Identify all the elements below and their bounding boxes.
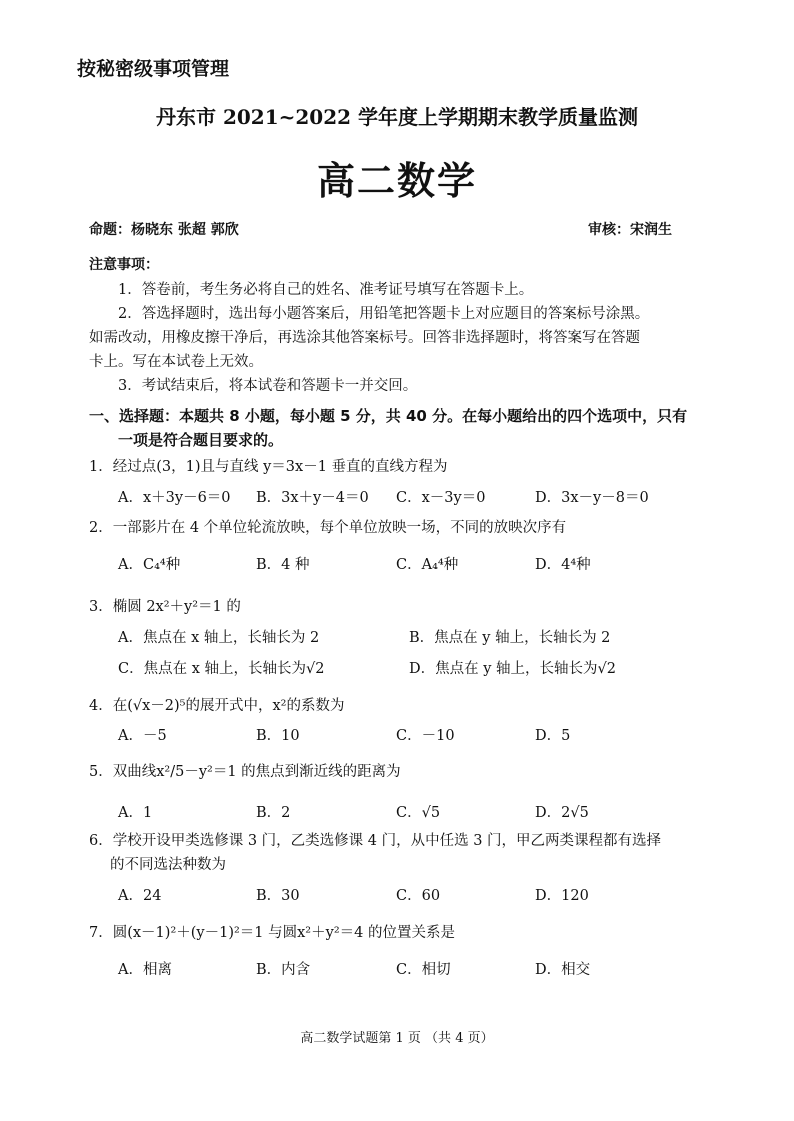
question-1-stem: 1．经过点(3，1)且与直线 y＝3x－1 垂直的直线方程为 <box>89 459 448 475</box>
note-2c: 卡上。写在本试卷上无效。 <box>89 354 263 370</box>
authors: 命题：杨晓东 张超 郭欣 <box>89 222 239 238</box>
q2-option-b: B．4 种 <box>256 557 310 573</box>
q4-option-d: D．5 <box>535 728 571 744</box>
question-2-stem: 2．一部影片在 4 个单位轮流放映，每个单位放映一场，不同的放映次序有 <box>89 520 567 536</box>
note-3: 3．考试结束后，将本试卷和答题卡一并交回。 <box>118 378 418 394</box>
question-3-stem: 3．椭圆 2x²＋y²＝1 的 <box>89 599 241 615</box>
q1-option-c: C．x－3y＝0 <box>396 490 486 506</box>
subject-title: 高二数学 <box>316 159 477 203</box>
q2-option-c: C．A₄⁴种 <box>396 557 459 573</box>
q4-option-c: C．－10 <box>396 728 455 744</box>
reviewer: 审核：宋润生 <box>588 222 672 238</box>
note-1: 1．答卷前，考生务必将自己的姓名、准考证号填写在答题卡上。 <box>118 282 534 298</box>
q6-option-d: D．120 <box>535 888 589 904</box>
section-heading: 一、选择题：本题共 8 小题，每小题 5 分，共 40 分。在每小题给出的四个选项中，只有 <box>89 407 688 425</box>
note-2b: 如需改动，用橡皮擦干净后，再选涂其他答案标号。回答非选择题时，将答案写在答题 <box>89 330 640 346</box>
q1-option-b: B．3x＋y－4＝0 <box>256 490 369 506</box>
q3-option-a: A．焦点在 x 轴上，长轴长为 2 <box>118 630 320 646</box>
secret-mark: 按秘密级事项管理 <box>77 58 230 80</box>
q4-option-b: B．10 <box>256 728 300 744</box>
section-heading-cont: 一项是符合题目要求的。 <box>118 431 284 449</box>
q7-option-d: D．相交 <box>535 962 591 978</box>
note-2a: 2．答选择题时，选出每小题答案后，用铅笔把答题卡上对应题目的答案标号涂黑。 <box>118 306 650 322</box>
q5-option-a: A．1 <box>118 805 153 821</box>
q7-option-c: C．相切 <box>396 962 451 978</box>
q2-option-d: D．4⁴种 <box>535 557 591 573</box>
q3-option-d: D．焦点在 y 轴上，长轴长为√2 <box>409 661 616 677</box>
question-4-stem: 4．在(√x－2)⁵的展开式中，x²的系数为 <box>89 698 345 714</box>
q1-option-a: A．x＋3y－6＝0 <box>118 490 231 506</box>
q7-option-b: B．内含 <box>256 962 311 978</box>
notes-heading: 注意事项： <box>89 257 159 273</box>
q3-option-c: C．焦点在 x 轴上，长轴长为√2 <box>118 661 325 677</box>
q6-option-a: A．24 <box>118 888 162 904</box>
question-6-stem-cont: 的不同选法种数为 <box>110 857 226 873</box>
q5-option-c: C．√5 <box>396 805 441 821</box>
q2-option-a: A．C₄⁴种 <box>118 557 181 573</box>
q3-option-b: B．焦点在 y 轴上，长轴长为 2 <box>409 630 611 646</box>
exam-title: 丹东市 2021~2022 学年度上学期期末教学质量监测 <box>155 105 638 129</box>
q1-option-d: D．3x－y－8＝0 <box>535 490 649 506</box>
q6-option-b: B．30 <box>256 888 300 904</box>
question-5-stem: 5．双曲线x²/5－y²＝1 的焦点到渐近线的距离为 <box>89 764 401 780</box>
page-footer: 高二数学试题第 1 页 （共 4 页） <box>300 1031 494 1046</box>
q6-option-c: C．60 <box>396 888 441 904</box>
q7-option-a: A．相离 <box>118 962 172 978</box>
q5-option-b: B．2 <box>256 805 291 821</box>
question-6-stem: 6．学校开设甲类选修课 3 门，乙类选修课 4 门，从中任选 3 门，甲乙两类课程都有选择 <box>89 833 662 849</box>
question-7-stem: 7．圆(x－1)²＋(y－1)²＝1 与圆x²＋y²＝4 的位置关系是 <box>89 925 455 941</box>
q4-option-a: A．－5 <box>118 728 167 744</box>
q5-option-d: D．2√5 <box>535 805 589 821</box>
